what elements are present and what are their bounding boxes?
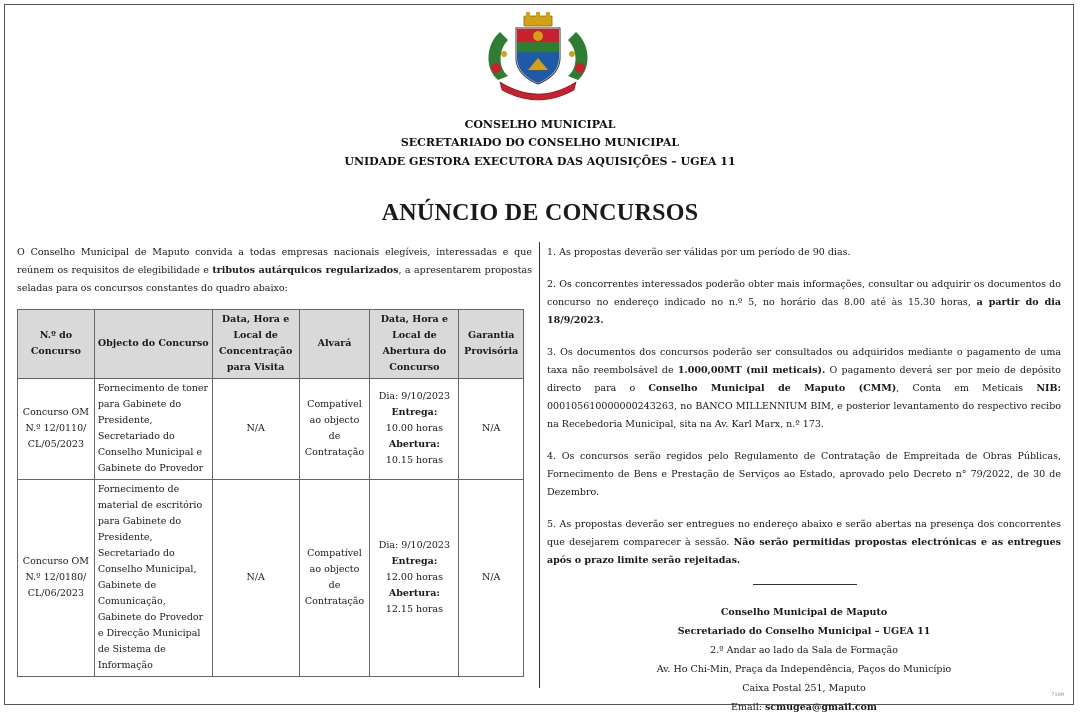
opening-day: Dia: 9/10/2023 xyxy=(378,540,450,551)
intro-text-1: O Conselho Municipal de Maputo convida a todas empresas nacionais elegíveis, interessadas e que reúnem os requisitos de elegibilidade e xyxy=(17,247,532,276)
tenders-table xyxy=(17,309,524,677)
email-label: Email: xyxy=(731,702,765,713)
table-row xyxy=(18,379,524,480)
opening-label: Abertura: xyxy=(388,439,440,450)
opening-day: Dia: 9/10/2023 xyxy=(378,391,450,402)
header-line-1: CONSELHO MUNICIPAL xyxy=(464,118,616,131)
cell-alvara: Compatível ao objecto de Contratação xyxy=(299,480,370,677)
cell-objecto: Fornecimento de material de escritório para Gabinete do Presidente, Secretariado do Conselho Municipal, Gabinete de Comunicação, Gabinete do Provedor e Direcção Municipal de Sistema de Informação xyxy=(94,480,212,677)
opening-time: 12.15 horas xyxy=(385,604,443,615)
contact-block xyxy=(547,603,1061,717)
table-header-row xyxy=(18,310,524,379)
delivery-label: Entrega: xyxy=(391,556,438,567)
cell-abertura xyxy=(370,379,459,480)
signature-line xyxy=(753,584,857,585)
item-3-text-a: 3. Os documentos dos concursos poderão ser consultados ou adquiridos mediante o pagamento de uma taxa não reembolsável de xyxy=(547,347,1061,376)
item-4: 4. Os concursos serão regidos pelo Regulamento de Contratação de Empreitada de Obras Públicas, Fornecimento de Bens e Prestação de Serviços ao Estado, aprovado pelo Decreto n° 79/2022, de 30 de Dezembro. xyxy=(547,451,1061,498)
cell-garantia: N/A xyxy=(459,379,524,480)
cell-abertura xyxy=(370,480,459,677)
header-objecto: Objecto do Concurso xyxy=(94,310,212,379)
contact-address: Av. Ho Chi-Min, Praça da Independência, Paços do Município xyxy=(656,664,952,675)
item-3-text-g: 000105610000000243263, no BANCO MILLENNIUM BIM, e posterior levantamento do respectivo recibo na Recebedoria Municipal, sita na Av. Karl Marx, n.º 173. xyxy=(547,401,1061,430)
cell-numero: Concurso OM N.º 12/0180/ CL/06/2023 xyxy=(18,480,95,677)
item-5-text: 5. As propostas deverão ser entregues no endereço abaixo e serão abertas na presença dos concorrentes que desejarem comparecer à sessão. xyxy=(547,519,1061,548)
item-3-text-c: O pagamento deverá ser por meio de depósito directo para o xyxy=(547,365,1061,394)
header-line-2: SECRETARIADO DO CONSELHO MUNICIPAL xyxy=(400,136,680,149)
intro-paragraph xyxy=(17,244,532,298)
table-row xyxy=(18,480,524,677)
conditions-column xyxy=(547,244,1061,717)
delivery-label: Entrega: xyxy=(391,407,438,418)
item-1: 1. As propostas deverão ser válidas por um período de 90 dias. xyxy=(547,247,851,258)
delivery-time: 10.00 horas xyxy=(385,423,443,434)
intro-text-2: , a apresentarem propostas seladas para os concursos constantes do quadro abaixo: xyxy=(17,265,532,294)
item-2-text: 2. Os concorrentes interessados poderão obter mais informações, consultar ou adquirir os documentos do concurso no endereço indicado no n.º 5, no horário das 8.00 até às 15.30 horas, xyxy=(547,279,1061,308)
header-abertura: Data, Hora e Local de Abertura do Concurso xyxy=(370,310,459,379)
cell-visita: N/A xyxy=(212,480,299,677)
header-numero: N.º do Concurso xyxy=(18,310,95,379)
contact-unit: Secretariado do Conselho Municipal – UGEA 11 xyxy=(677,626,931,637)
item-3-payee: Conselho Municipal de Maputo (CMM) xyxy=(648,383,897,394)
cell-visita: N/A xyxy=(212,379,299,480)
item-5-bold: Não serão permitidas propostas electrónicas e as entregues após o prazo limite serão rejeitadas. xyxy=(547,537,1062,566)
notice-title: ANÚNCIO DE CONCURSOS xyxy=(381,200,699,226)
item-2-bold: a partir do dia 18/9/2023. xyxy=(547,297,1061,326)
opening-label: Abertura: xyxy=(388,588,440,599)
cell-numero: Concurso OM N.º 12/0110/ CL/05/2023 xyxy=(18,379,95,480)
item-3-text-e: , Conta em Meticais xyxy=(896,383,1037,394)
cell-garantia: N/A xyxy=(459,480,524,677)
header-garantia: Garantia Provisória xyxy=(459,310,524,379)
item-5 xyxy=(547,516,1061,570)
intro-bold: tributos autárquicos regularizados xyxy=(212,265,399,276)
item-2 xyxy=(547,276,1061,330)
contact-org: Conselho Municipal de Maputo xyxy=(720,607,888,618)
footer-code: 7109 xyxy=(1051,692,1064,698)
contact-floor: 2.º Andar ao lado da Sala de Formação xyxy=(710,645,898,656)
column-divider xyxy=(539,242,540,688)
cell-alvara: Compatível ao objecto de Contratação xyxy=(299,379,370,480)
email-address: scmugea@gmail.com xyxy=(764,702,877,713)
item-3-fee: 1.000,00MT (mil meticais). xyxy=(677,365,826,376)
item-3 xyxy=(547,344,1061,434)
contact-postal: Caixa Postal 251, Maputo xyxy=(742,683,866,694)
opening-time: 10.15 horas xyxy=(385,455,443,466)
item-3-nib-label: NIB: xyxy=(1036,383,1062,394)
header-visita: Data, Hora e Local de Concentração para Visita xyxy=(212,310,299,379)
header-line-3: UNIDADE GESTORA EXECUTORA DAS AQUISIÇÕES – UGEA 11 xyxy=(344,155,736,168)
header-alvara: Alvará xyxy=(299,310,370,379)
cell-objecto: Fornecimento de toner para Gabinete do Presidente, Secretariado do Conselho Municipal e Gabinete do Provedor xyxy=(94,379,212,480)
delivery-time: 12.00 horas xyxy=(385,572,443,583)
maputo-emblem-logo xyxy=(478,10,598,106)
